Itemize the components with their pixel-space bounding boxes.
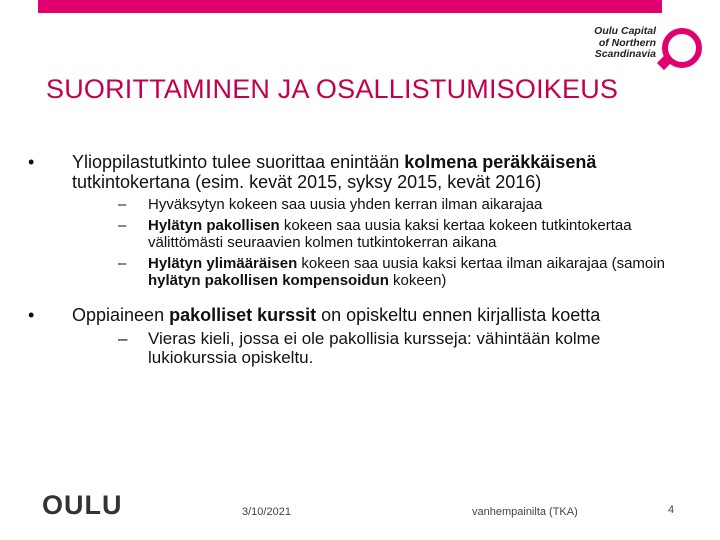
slide-title: SUORITTAMINEN JA OSALLISTUMISOIKEUS <box>46 74 619 104</box>
dash-marker: – <box>118 217 127 234</box>
footer-date: 3/10/2021 <box>242 506 291 518</box>
sub-bullet-3 <box>72 255 688 289</box>
oulu-footer-logo: OULU <box>42 490 123 520</box>
bullet-1-text-2: tutkintokertana (esim. kevät 2015, syksy 2015, kevät 2016) <box>72 172 542 192</box>
dash-marker: – <box>118 255 127 272</box>
sub-bullet-1-text: Hyväksytyn kokeen saa uusia yhden kerran ilman aikarajaa <box>148 196 543 213</box>
sub-bullet-2 <box>72 217 688 251</box>
bullet-1 <box>28 152 688 289</box>
bullet-2 <box>28 305 688 367</box>
sub-bullet-3-bold-2: hylätyn pakollisen kompensoidun <box>148 272 389 289</box>
bullet-marker: • <box>28 305 35 325</box>
bullet-1-bold: kolmena peräkkäisenä <box>404 152 597 172</box>
bullet-2-text-2: on opiskeltu ennen kirjallista koetta <box>316 305 601 325</box>
bullet-marker: • <box>28 152 35 172</box>
sub-bullet-4 <box>72 329 688 367</box>
logo-line-1: Oulu Capital <box>594 25 656 37</box>
logo-line-3: Scandinavia <box>594 48 656 60</box>
sub-bullet-4-text: Vieras kieli, jossa ei ole pakollisia kursseja: vähintään kolme lukiokurssia opiskeltu. <box>148 329 601 367</box>
slide-content <box>28 152 688 377</box>
sub-bullet-2-text: kokeen saa uusia kaksi kertaa kokeen tutkintokertaa välittömästi seuraavien kolmen tutkintokerran aikana <box>148 217 632 251</box>
footer-author: vanhempainilta (TKA) <box>472 506 578 518</box>
sub-bullet-3-bold: Hylätyn ylimääräisen <box>148 255 298 272</box>
sub-bullet-3-text-2: kokeen) <box>388 272 447 289</box>
bullet-2-text: Oppiaineen <box>72 305 170 325</box>
sub-bullet-3-text: kokeen saa uusia kaksi kertaa ilman aikarajaa (samoin <box>297 255 665 272</box>
dash-marker: – <box>118 196 127 213</box>
bullet-2-bold: pakolliset kurssit <box>169 305 317 325</box>
oulu-capital-logo <box>566 26 706 68</box>
dash-marker: – <box>118 329 128 348</box>
logo-text <box>594 26 656 61</box>
top-accent-bar <box>38 0 662 13</box>
logo-line-2: of Northern <box>598 36 656 49</box>
bullet-1-text: Ylioppilastutkinto tulee suorittaa enintään <box>72 152 405 172</box>
logo-speech-bubble-icon <box>662 28 702 68</box>
sub-bullet-1 <box>72 196 688 213</box>
sub-bullet-2-bold: Hylätyn pakollisen <box>148 217 280 234</box>
page-number: 4 <box>668 504 675 516</box>
